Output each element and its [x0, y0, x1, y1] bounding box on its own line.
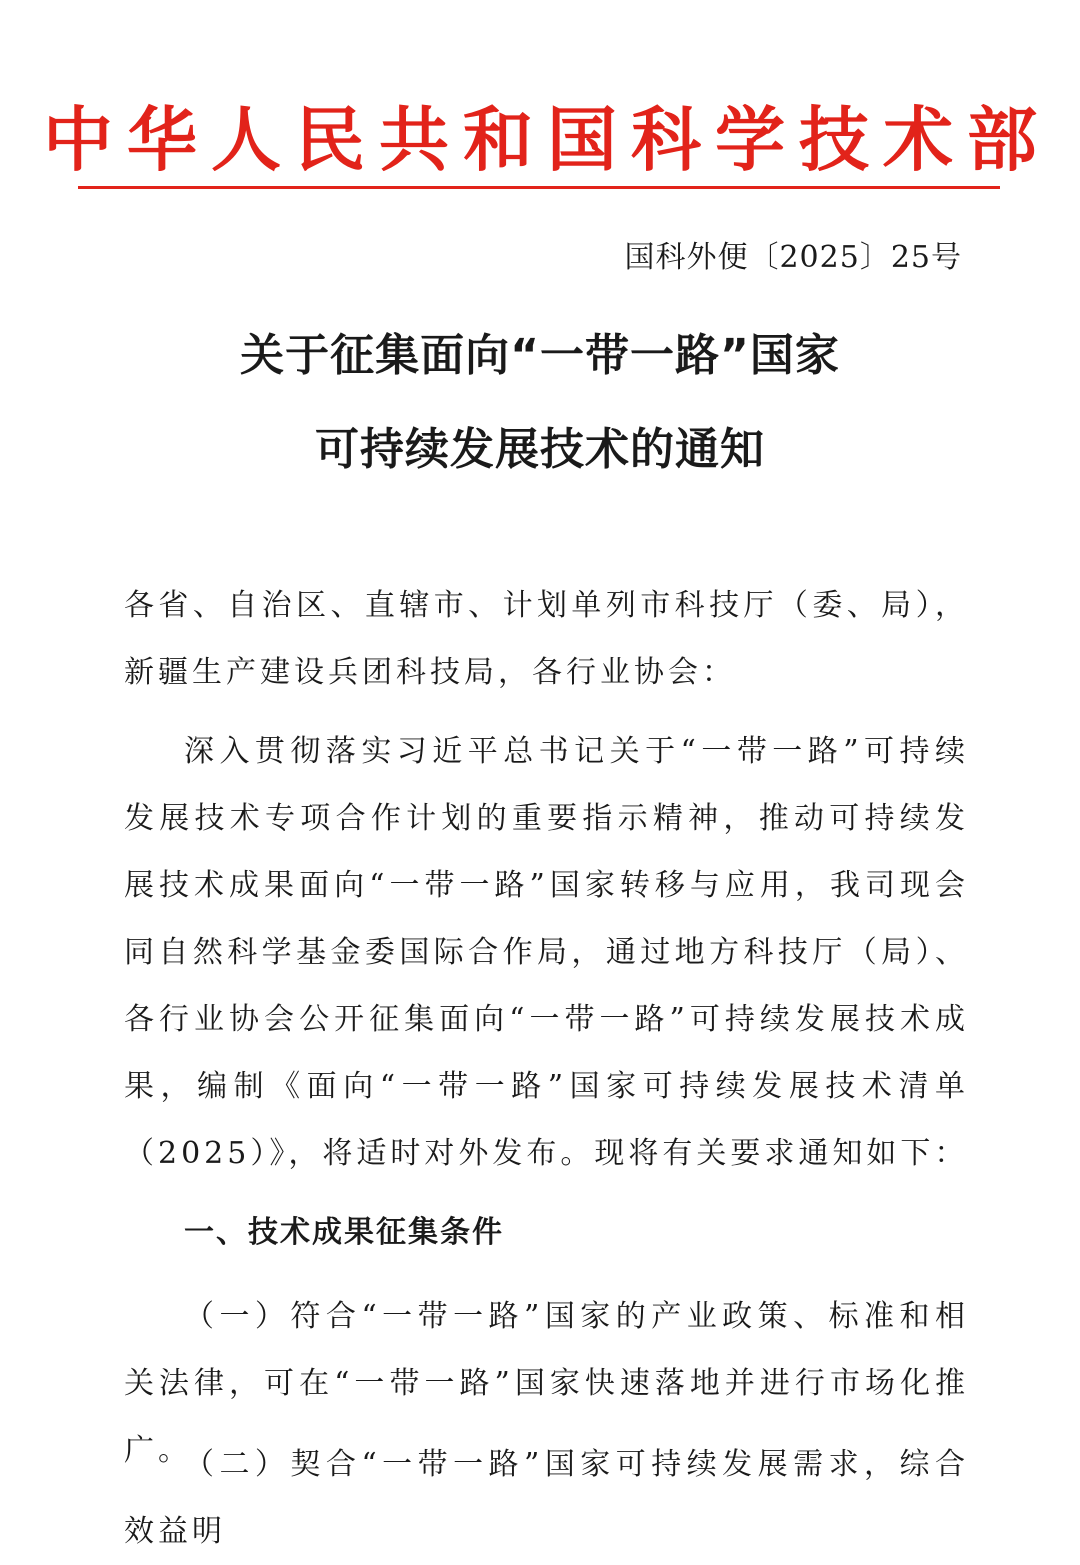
document-title-line-2: 可持续发展技术的通知	[315, 424, 765, 475]
document-title-line-1: 关于征集面向“一带一路”国家	[240, 330, 840, 381]
document-number: 国科外便〔2025〕25号	[624, 240, 962, 275]
section-heading: 一、技术成果征集条件	[184, 1215, 504, 1250]
salutation	[124, 572, 969, 706]
intro-paragraph	[124, 718, 969, 1187]
condition-item-2-text: （二）契合“一带一路”国家可持续发展需求，综合效益明	[124, 1447, 969, 1549]
salutation-text: 各省、自治区、直辖市、计划单列市科技厅（委、局），新疆生产建设兵团科技局，各行业协会：	[124, 588, 969, 690]
intro-paragraph-text: 深入贯彻落实习近平总书记关于“一带一路”可持续发展技术专项合作计划的重要指示精神，推动可持续发展技术成果面向“一带一路”国家转移与应用，我司现会同自然科学基金委国际合作局，通过地方科技厅（局）、各行业协会公开征集面向“一带一路”可持续发展技术成果，编制《面向“一带一路”国家可持续发展技术清单（2025）》，将适时对外发布。现将有关要求通知如下：	[124, 734, 969, 1171]
header-red-rule	[78, 186, 1000, 189]
condition-item-2	[124, 1431, 969, 1565]
issuing-agency-header: 中华人民共和国科学技术部	[43, 99, 1051, 181]
condition-item-1-text: （一）符合“一带一路”国家的产业政策、标准和相关法律，可在“一带一路”国家快速落地并进行市场化推广。	[124, 1299, 969, 1468]
